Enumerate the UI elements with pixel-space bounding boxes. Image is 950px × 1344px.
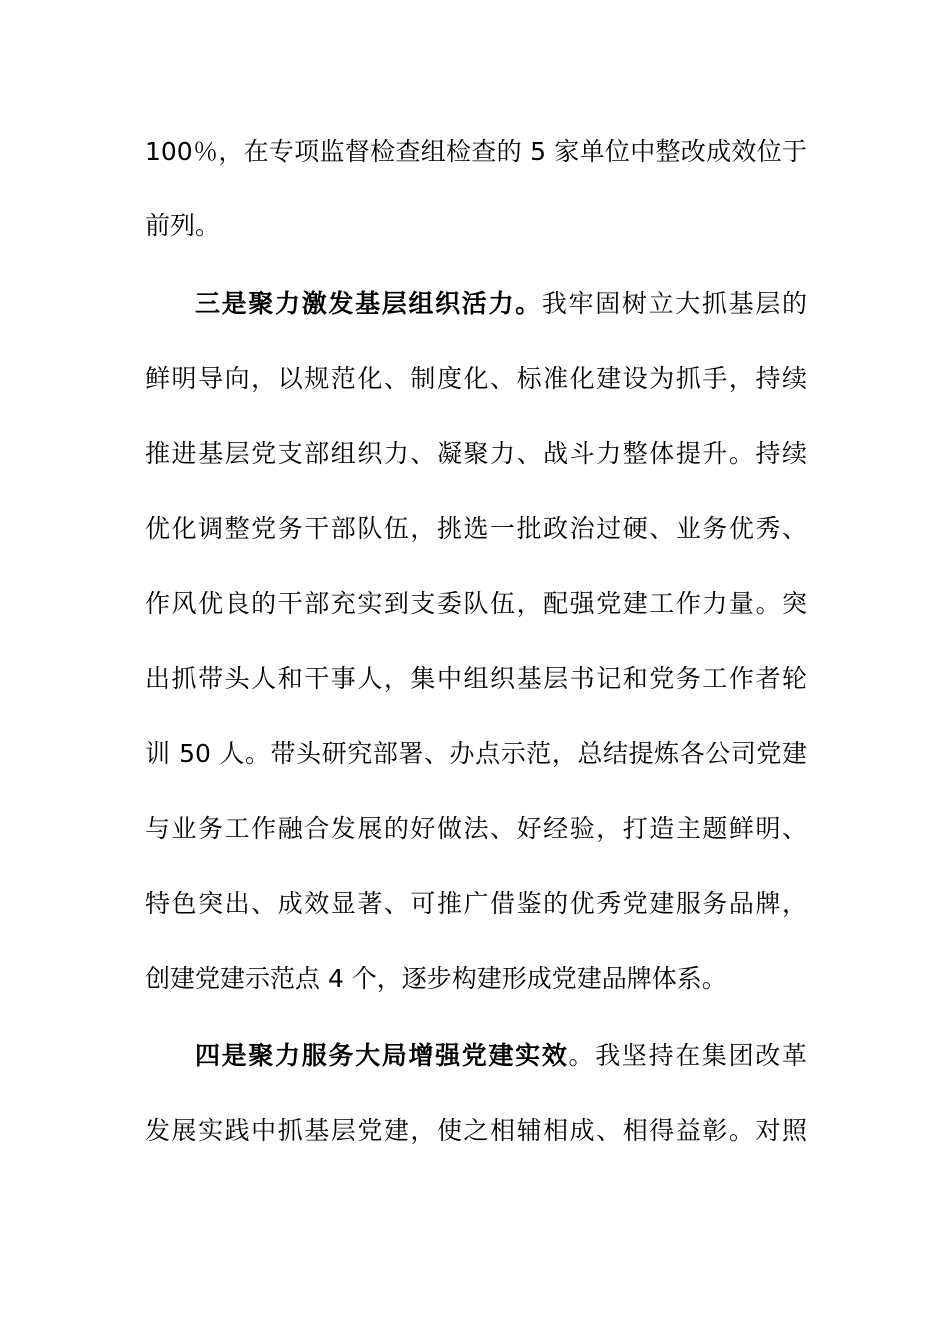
paragraph-2-line-4: 优化调整党务干部队伍，挑选一批政治过硬、业务优秀、 [145,514,807,543]
paragraph-2-line-2: 鲜明导向，以规范化、制度化、标准化建设为抓手，持续 [145,364,807,393]
paragraph-2-line-5: 作风优良的干部充实到支委队伍，配强党建工作力量。突 [145,589,807,618]
paragraph-2-lead: 三是聚力激发基层组织活力。 [195,289,542,318]
paragraph-3-lead: 四是聚力服务大局增强党建实效 [195,1041,569,1070]
paragraph-1-line-1: 100％，在专项监督检查组检查的 5 家单位中整改成效位于 [145,137,807,166]
paragraph-3-line-2: 发展实践中抓基层党建，使之相辅相成、相得益彰。对照 [145,1116,807,1145]
paragraph-2-line-8: 与业务工作融合发展的好做法、好经验，打造主题鲜明、 [145,814,807,843]
paragraph-1-line-2: 前列。 [145,211,221,240]
paragraph-2-lead-rest: 我牢固树立大抓基层的 [541,289,807,318]
paragraph-2-line-10: 创建党建示范点 4 个，逐步构建形成党建品牌体系。 [145,964,727,993]
paragraph-2-line-3: 推进基层党支部组织力、凝聚力、战斗力整体提升。持续 [145,439,807,468]
paragraph-2-line-9: 特色突出、成效显著、可推广借鉴的优秀党建服务品牌， [145,889,807,918]
paragraph-2-line-1 [195,287,807,321]
paragraph-2-line-7: 训 50 人。带头研究部署、办点示范，总结提炼各公司党建 [145,739,807,768]
paragraph-2-line-6: 出抓带头人和干事人，集中组织基层书记和党务工作者轮 [145,664,807,693]
paragraph-3-lead-rest: 。我坚持在集团改革 [568,1041,807,1070]
paragraph-3-line-1 [195,1039,807,1073]
